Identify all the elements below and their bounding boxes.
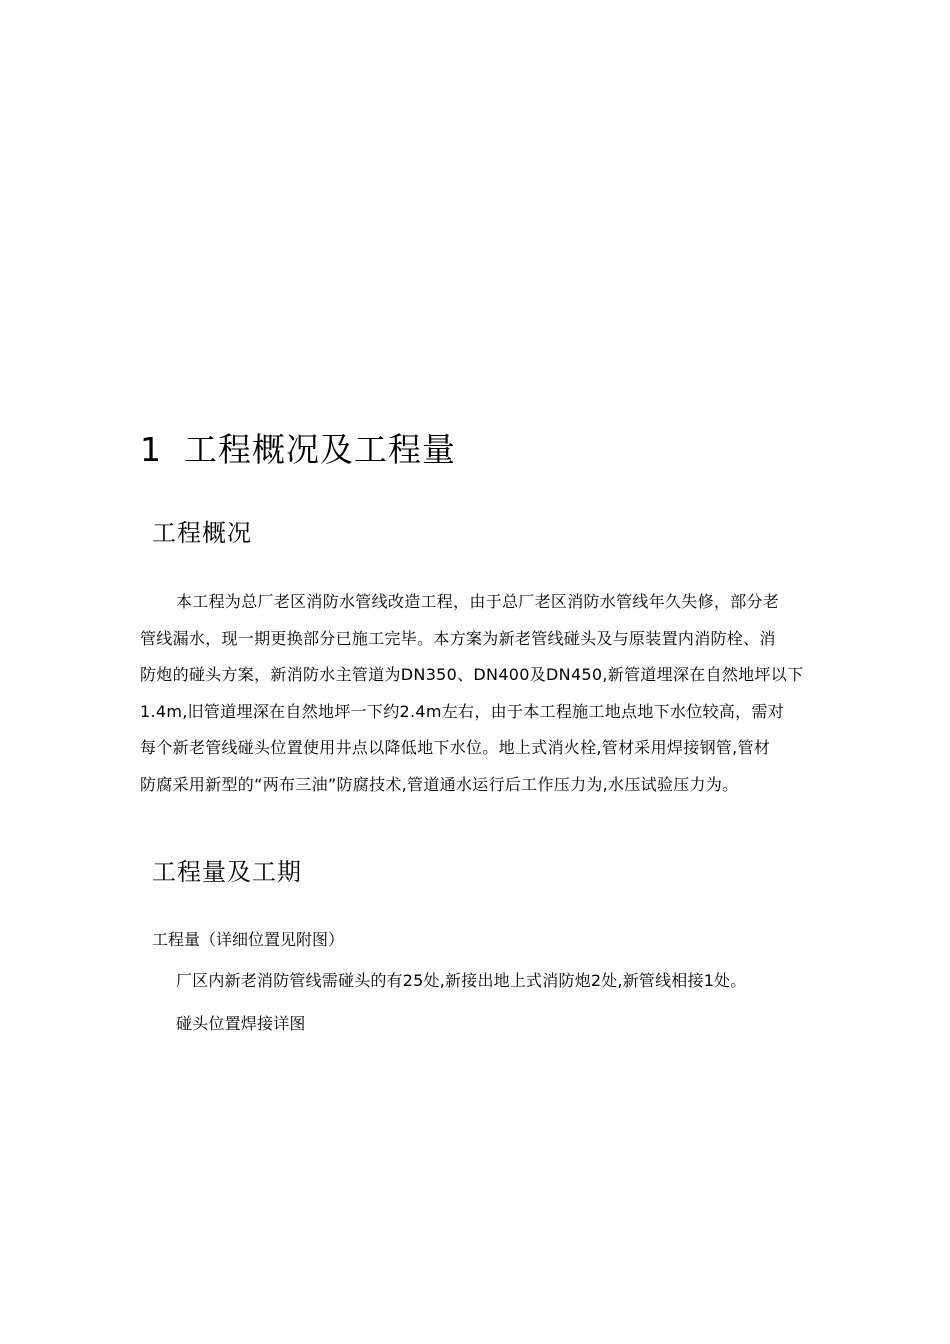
paragraph-line: 管线漏水，现一期更换部分已施工完毕。本方案为新老管线碰头及与原装置内消防栓、消 [140,628,776,648]
quantity-heading: 工程量及工期 [152,858,302,886]
paragraph-line: 本工程为总厂老区消防水管线改造工程，由于总厂老区消防水管线年久失修，部分老 [176,592,780,611]
paragraph-line: 防腐采用新型的“两布三油”防腐技术,管道通水运行后工作压力为,水压试验压力为。 [140,774,739,794]
overview-paragraph [140,584,810,804]
weld-detail-caption: 碰头位置焊接详图 [176,1014,306,1033]
section-heading [140,428,456,472]
quantity-subheading: 工程量（详细位置见附图） [152,930,345,949]
section-title: 工程概况及工程量 [184,430,456,469]
section-number: 1 [140,430,162,469]
paragraph-line: 1.4m,旧管道埋深在自然地坪一下约2.4m左右，由于本工程施工地点地下水位较高，需对 [140,701,785,721]
paragraph-line: 每个新老管线碰头位置使用井点以降低地下水位。地上式消火栓,管材采用焊接钢管,管材 [140,738,771,758]
quantity-description: 厂区内新老消防管线需碰头的有25处,新接出地上式消防炮2处,新管线相接1处。 [176,971,747,990]
overview-heading: 工程概况 [152,519,252,547]
paragraph-line: 防炮的碰头方案，新消防水主管道为DN350、DN400及DN450,新管道埋深在自然地坪以下 [140,665,804,685]
